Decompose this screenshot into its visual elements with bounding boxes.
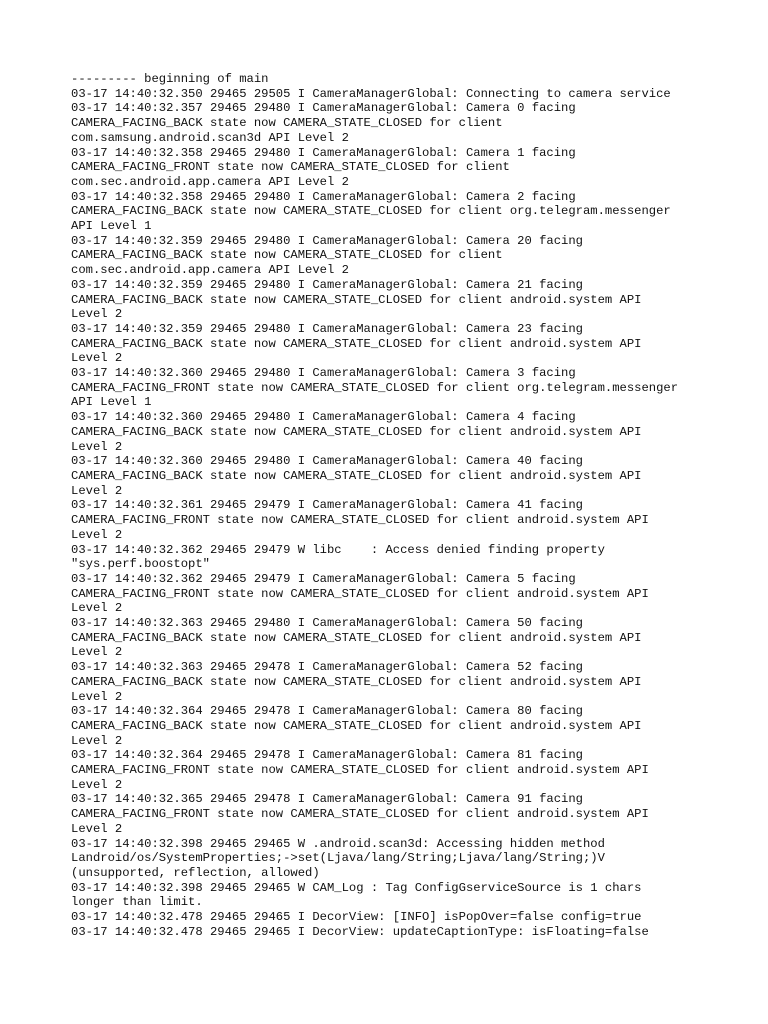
log-line: 03-17 14:40:32.358 29465 29480 I CameraManagerGlobal: Camera 2 facing [71,189,576,204]
log-line: 03-17 14:40:32.359 29465 29480 I CameraManagerGlobal: Camera 21 facing [71,277,583,292]
log-line: CAMERA_FACING_FRONT state now CAMERA_STATE_CLOSED for client org.telegram.messenger [71,380,679,395]
log-line: 03-17 14:40:32.365 29465 29478 I CameraManagerGlobal: Camera 91 facing [71,792,583,807]
log-line: CAMERA_FACING_BACK state now CAMERA_STATE_CLOSED for client android.system API [71,424,642,439]
log-line: CAMERA_FACING_BACK state now CAMERA_STATE_CLOSED for client [71,116,503,131]
log-line: Level 2 [71,601,123,616]
log-line: com.sec.android.app.camera API Level 2 [71,263,349,278]
log-line: CAMERA_FACING_BACK state now CAMERA_STATE_CLOSED for client android.system API [71,468,642,483]
log-line: Level 2 [71,777,123,792]
log-line: 03-17 14:40:32.362 29465 29479 W libc : Access denied finding property [71,542,605,557]
log-line: 03-17 14:40:32.363 29465 29480 I CameraManagerGlobal: Camera 50 facing [71,616,583,631]
log-line: Level 2 [71,351,123,366]
log-line: CAMERA_FACING_BACK state now CAMERA_STATE_CLOSED for client org.telegram.messenger [71,204,671,219]
log-line: CAMERA_FACING_BACK state now CAMERA_STATE_CLOSED for client android.system API [71,630,642,645]
log-line: Landroid/os/SystemProperties;->set(Ljava/lang/String;Ljava/lang/String;)V [71,851,605,866]
log-line: 03-17 14:40:32.359 29465 29480 I CameraManagerGlobal: Camera 23 facing [71,321,583,336]
log-line: longer than limit. [71,895,203,910]
log-line: Level 2 [71,645,123,660]
log-line: 03-17 14:40:32.361 29465 29479 I CameraManagerGlobal: Camera 41 facing [71,498,583,513]
log-line: 03-17 14:40:32.478 29465 29465 I DecorView: [INFO] isPopOver=false config=true [71,910,642,925]
log-line: 03-17 14:40:32.359 29465 29480 I CameraManagerGlobal: Camera 20 facing [71,233,583,248]
log-line: CAMERA_FACING_FRONT state now CAMERA_STATE_CLOSED for client android.system API [71,763,649,778]
log-line: 03-17 14:40:32.357 29465 29480 I CameraManagerGlobal: Camera 0 facing [71,101,576,116]
log-line: 03-17 14:40:32.360 29465 29480 I CameraManagerGlobal: Camera 3 facing [71,366,576,381]
log-line: 03-17 14:40:32.360 29465 29480 I CameraManagerGlobal: Camera 40 facing [71,454,583,469]
log-line: 03-17 14:40:32.358 29465 29480 I CameraManagerGlobal: Camera 1 facing [71,145,576,160]
log-line: CAMERA_FACING_FRONT state now CAMERA_STATE_CLOSED for client android.system API [71,586,649,601]
log-line: 03-17 14:40:32.364 29465 29478 I CameraManagerGlobal: Camera 81 facing [71,748,583,763]
log-line: 03-17 14:40:32.398 29465 29465 W .android.scan3d: Accessing hidden method [71,836,605,851]
log-line: 03-17 14:40:32.364 29465 29478 I CameraManagerGlobal: Camera 80 facing [71,704,583,719]
log-line: CAMERA_FACING_BACK state now CAMERA_STATE_CLOSED for client android.system API [71,292,642,307]
log-line: 03-17 14:40:32.350 29465 29505 I CameraManagerGlobal: Connecting to camera service [71,86,671,101]
log-line: Level 2 [71,527,123,542]
log-line: 03-17 14:40:32.363 29465 29478 I CameraManagerGlobal: Camera 52 facing [71,660,583,675]
log-document [71,72,731,939]
log-line: Level 2 [71,733,123,748]
log-line: (unsupported, reflection, allowed) [71,865,320,880]
log-line: CAMERA_FACING_BACK state now CAMERA_STATE_CLOSED for client android.system API [71,336,642,351]
log-line: CAMERA_FACING_FRONT state now CAMERA_STATE_CLOSED for client [71,160,510,175]
log-line: 03-17 14:40:32.360 29465 29480 I CameraManagerGlobal: Camera 4 facing [71,410,576,425]
log-line: 03-17 14:40:32.398 29465 29465 W CAM_Log : Tag ConfigGserviceSource is 1 chars [71,880,642,895]
log-line: Level 2 [71,483,123,498]
log-line: CAMERA_FACING_FRONT state now CAMERA_STATE_CLOSED for client android.system API [71,513,649,528]
log-line: --------- beginning of main [71,72,269,86]
log-line: CAMERA_FACING_BACK state now CAMERA_STATE_CLOSED for client [71,248,503,263]
log-line: CAMERA_FACING_FRONT state now CAMERA_STATE_CLOSED for client android.system API [71,807,649,822]
log-line: 03-17 14:40:32.478 29465 29465 I DecorView: updateCaptionType: isFloating=false [71,924,649,939]
log-line: Level 2 [71,689,123,704]
log-line: API Level 1 [71,395,152,410]
log-line: "sys.perf.boostopt" [71,557,210,572]
log-line: Level 2 [71,439,123,454]
log-line: Level 2 [71,307,123,322]
log-line: com.sec.android.app.camera API Level 2 [71,174,349,189]
log-line: 03-17 14:40:32.362 29465 29479 I CameraManagerGlobal: Camera 5 facing [71,571,576,586]
log-line: CAMERA_FACING_BACK state now CAMERA_STATE_CLOSED for client android.system API [71,718,642,733]
log-line: API Level 1 [71,219,152,234]
log-line: Level 2 [71,821,123,836]
log-line: CAMERA_FACING_BACK state now CAMERA_STATE_CLOSED for client android.system API [71,674,642,689]
log-line: com.samsung.android.scan3d API Level 2 [71,130,349,145]
